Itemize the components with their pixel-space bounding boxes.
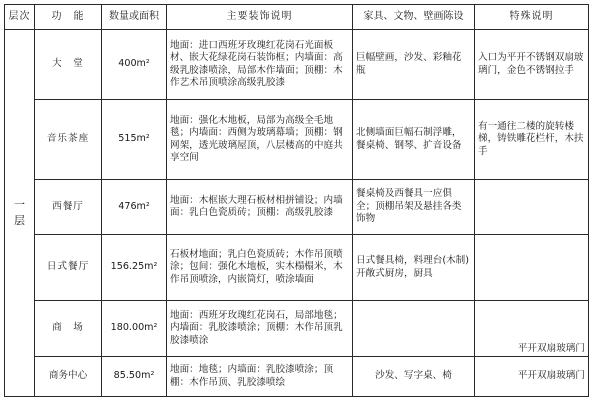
header-row [5,5,589,30]
furnishing-cell: 巨幅壁画，沙发、彩釉花瓶 [353,30,475,100]
decoration-cell: 地面：木框嵌大理石板材相拼铺设；内墙面：乳白色瓷质砖；顶棚：高级乳胶漆 [167,180,353,235]
decoration-table [4,4,589,397]
decoration-cell: 地面：地毯；内墙面：乳胶漆喷涂；顶棚：木作吊顶、乳胶漆喷绘 [167,357,353,397]
decoration-cell: 地面：强化木地板，局部为高级全毛地毯；内墙面：西侧为玻璃幕墙；顶棚：钢网架，透光玻璃屋顶，八层楼高的中庭共享空间 [167,100,353,180]
special-cell: 入口为平开不锈钢双扇玻璃门，金色不锈钢拉手 [475,30,589,100]
special-cell: 有一通往二楼的旋转楼梯，铸铁雕花栏杆，木扶手 [475,100,589,180]
decoration-cell: 地面：进口西班牙玫瑰红花岗石光面板材、嵌大花绿花岗石装饰框；内墙面：高级乳胶漆喷涂，局部木作墙面；顶棚：木作艺术吊顶喷涂高级乳胶漆 [167,30,353,100]
function-cell: 日式餐厅 [35,235,102,301]
area-cell: 400m² [102,30,167,100]
table-row [5,235,589,301]
decoration-cell: 地面：西班牙玫瑰红花岗石，局部地毯；内墙面：乳胶漆喷涂；顶棚：木作吊顶乳胶漆喷涂 [167,301,353,357]
special-cell: 平开双扇玻璃门 [475,301,589,357]
area-cell: 156.25m² [102,235,167,301]
header-function: 功 能 [35,5,102,30]
floor-label: 一 层 [14,198,25,227]
function-cell: 音乐茶座 [35,100,102,180]
special-cell: 平开双扇玻璃门 [475,357,589,397]
area-cell: 476m² [102,180,167,235]
area-cell: 85.50m² [102,357,167,397]
area-cell: 180.00m² [102,301,167,357]
furnishing-cell: 沙发、写字桌、椅 [353,357,475,397]
furnishing-cell: 北侧墙面巨幅石制浮雕，餐桌椅、钢琴、扩音设备 [353,100,475,180]
table-row [5,100,589,180]
table-row [5,301,589,357]
header-floor: 层次 [5,5,35,30]
function-cell: 商务中心 [35,357,102,397]
floor-cell [5,30,35,397]
table-row [5,180,589,235]
table-row [5,30,589,100]
furnishing-cell [353,301,475,357]
special-cell [475,180,589,235]
table-row [5,357,589,397]
decoration-cell: 石板材地面；乳白色瓷质砖；木作吊顶喷涂；包间：强化木地板，实木榻榻米，木作吊顶喷涂，内嵌筒灯，喷涂墙面 [167,235,353,301]
area-cell: 515m² [102,100,167,180]
function-cell: 西餐厅 [35,180,102,235]
header-decoration: 主要装饰说明 [167,5,353,30]
function-cell: 大 堂 [35,30,102,100]
function-cell: 商 场 [35,301,102,357]
furnishing-cell: 餐桌椅及西餐具一应俱全；顶棚吊架及悬挂各类饰物 [353,180,475,235]
document [4,4,588,397]
special-cell [475,235,589,301]
header-special: 特殊说明 [475,5,589,30]
header-furnishing: 家具、文物、壁画陈设 [353,5,475,30]
header-area: 数量或面积 [102,5,167,30]
furnishing-cell: 日式餐具椅，料理台(木制)开敞式厨房，厨具 [353,235,475,301]
